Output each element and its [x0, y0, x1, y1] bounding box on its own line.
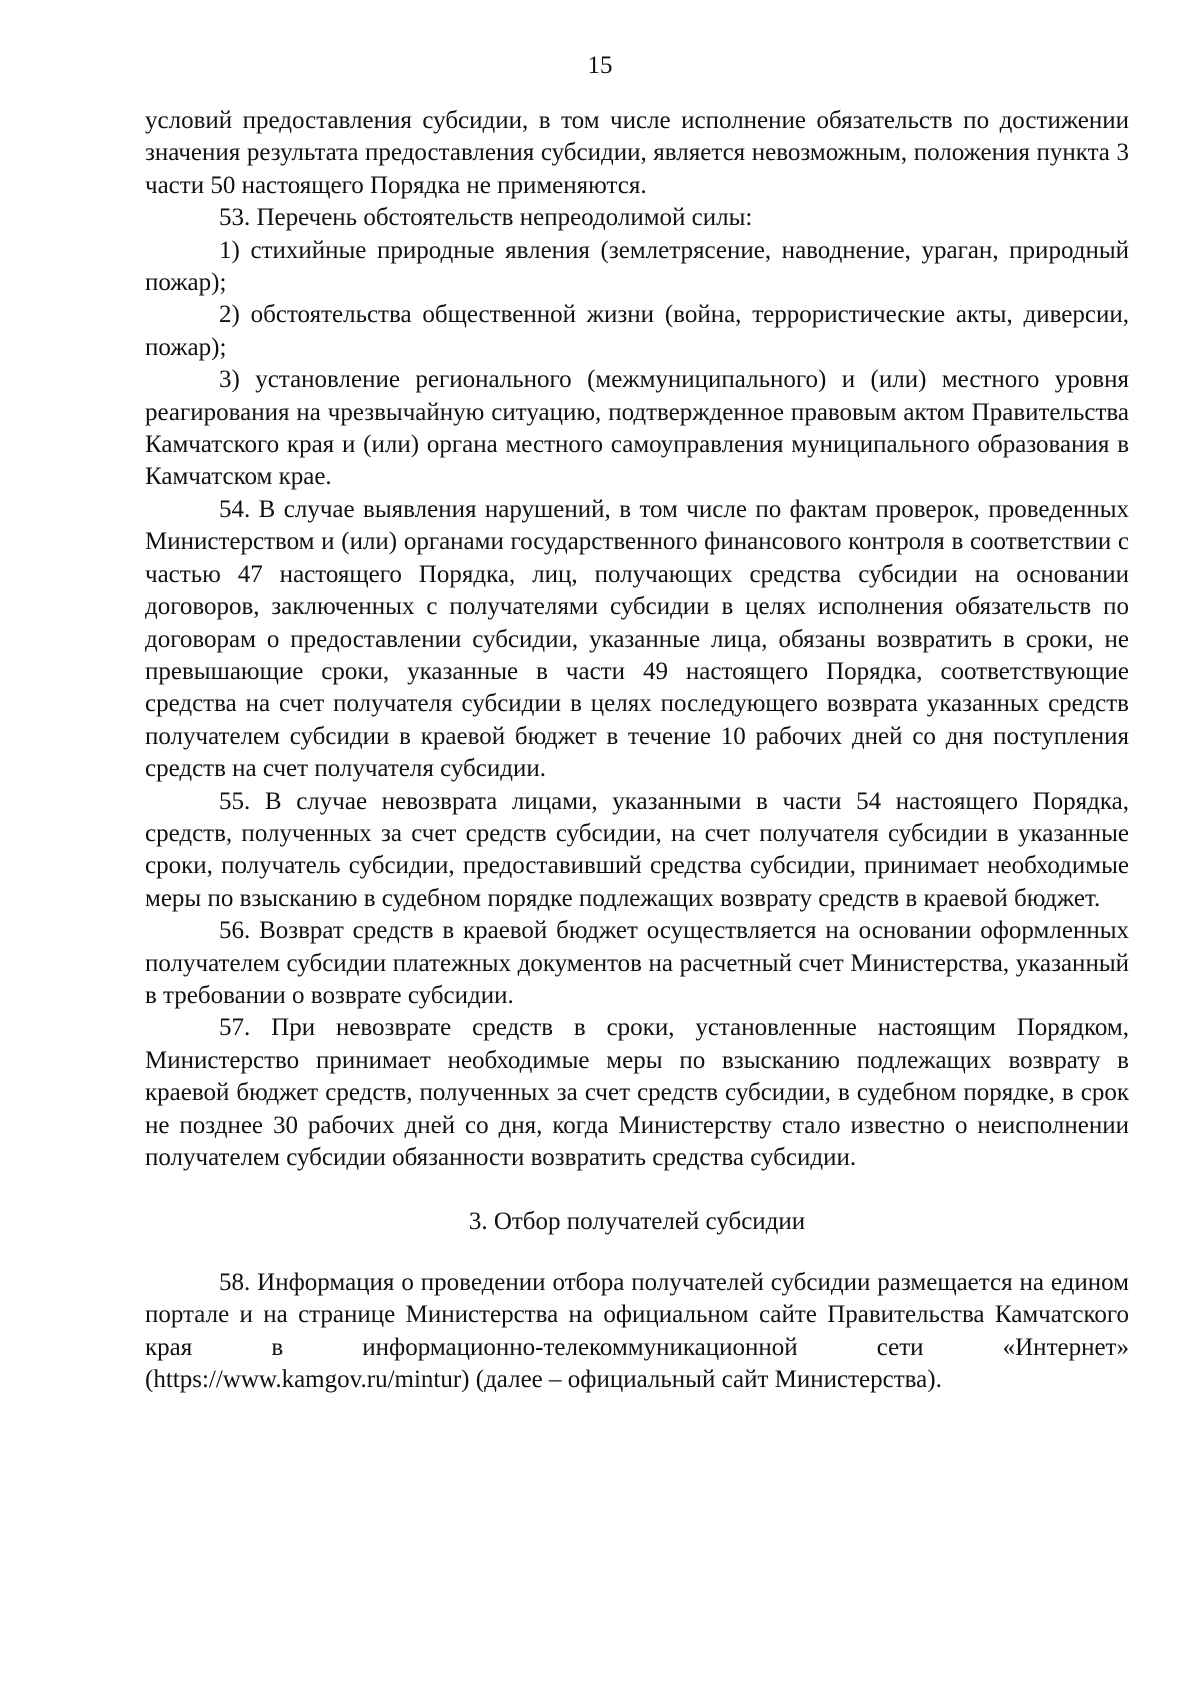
list-item-social-circumstances: 2) обстоятельства общественной жизни (война, террористические акты, диверсии, пожар);: [145, 301, 1129, 361]
list-item-emergency-response: 3) установление регионального (межмуниципального) и (или) местного уровня реагирования на чрезвычайную ситуацию, подтвержденное правовым актом Правительства Камчатского края и (или) органа местного самоуправления муниципального образования в Камчатском крае.: [145, 366, 1129, 491]
paragraph-53: 53. Перечень обстоятельств непреодолимой силы:: [219, 204, 753, 232]
paragraph-54: 54. В случае выявления нарушений, в том числе по фактам проверок, проведенных Министерством и (или) органами государственного финансового контроля в соответствии с частью 47 настоящего Порядка, лиц, получающих средства субсидии на основании договоров, заключенных с получателями субсидии в целях исполнения обязательств по договорам о предоставлении субсидии, указанные лица, обязаны возвратить в сроки, не превышающие сроки, указанные в части 49 настоящего Порядка, соответствующие средства на счет получателя субсидии в целях последующего возврата указанных средств получателем субсидии в краевой бюджет в течение 10 рабочих дней со дня поступления средств на счет получателя субсидии.: [145, 495, 1129, 783]
document-body: [145, 105, 1129, 1396]
page-number: 15: [587, 52, 613, 79]
paragraph-continuation: условий предоставления субсидии, в том числе исполнение обязательств по достижении значения результата предоставления субсидии, является невозможным, положения пункта 3 части 50 настоящего Порядка не применяются.: [145, 107, 1129, 199]
paragraph-56: 56. Возврат средств в краевой бюджет осуществляется на основании оформленных получателем субсидии платежных документов на расчетный счет Министерства, указанный в требовании о возврате субсидии.: [145, 917, 1129, 1009]
section-heading: 3. Отбор получателей субсидии: [468, 1208, 806, 1236]
paragraph-57: 57. При невозврате средств в сроки, установленные настоящим Порядком, Министерство принимает необходимые меры по взысканию подлежащих возврату в краевой бюджет средств, полученных за счет средств субсидии, в судебном порядке, в срок не позднее 30 рабочих дней со дня, когда Министерству стало известно о неисполнении получателем субсидии обязанности возвратить средства субсидии.: [145, 1014, 1129, 1171]
list-item-natural-phenomena: 1) стихийные природные явления (землетрясение, наводнение, ураган, природный пожар);: [145, 236, 1129, 297]
paragraph-58: 58. Информация о проведении отбора получателей субсидии размещается на едином портале и на странице Министерства на официальном сайте Правительства Камчатского края в информационно-телекоммуникационной сети «Интернет» (https://www.kamgov.ru/mintur) (далее – официальный сайт Министерства).: [145, 1268, 1129, 1394]
paragraph-55: 55. В случае невозврата лицами, указанными в части 54 настоящего Порядка, средств, полученных за счет средств субсидии, на счет получателя субсидии в указанные сроки, получатель субсидии, предоставивший средства субсидии, принимает необходимые меры по взысканию в судебном порядке подлежащих возврату средств в краевой бюджет.: [145, 787, 1129, 912]
